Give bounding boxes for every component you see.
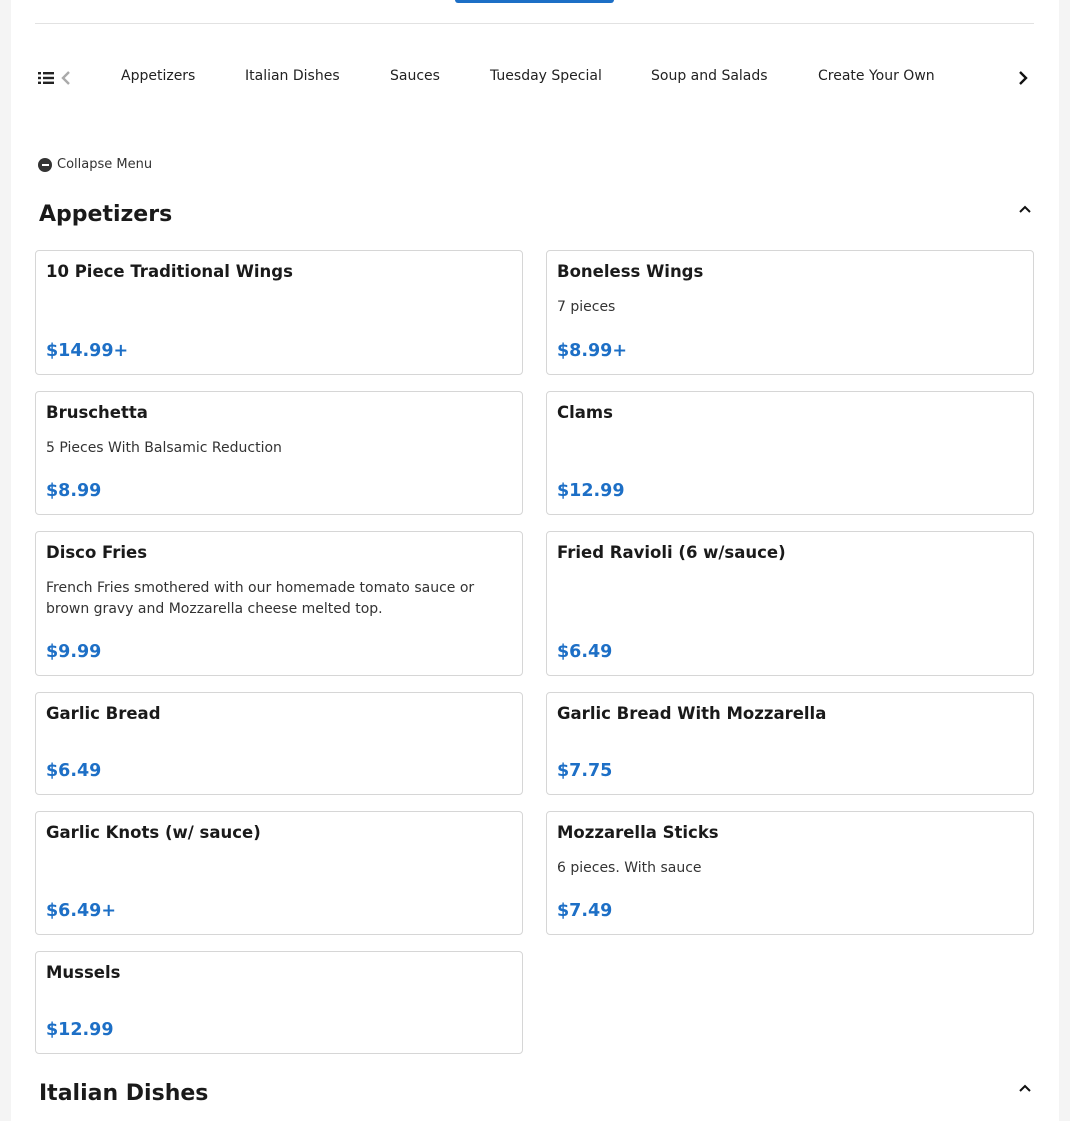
section-title-italian-dishes: Italian Dishes — [39, 1081, 209, 1106]
item-name: Garlic Knots (w/ sauce) — [46, 823, 261, 842]
list-icon[interactable] — [37, 69, 55, 87]
menu-item-card[interactable] — [35, 951, 523, 1054]
item-name: Disco Fries — [46, 543, 148, 562]
item-price: $8.99+ — [557, 341, 628, 361]
item-price: $7.49 — [557, 901, 613, 921]
item-price: $6.49+ — [46, 901, 117, 921]
chevron-up-icon[interactable] — [1015, 1078, 1035, 1098]
menu-item-card[interactable] — [35, 531, 523, 676]
menu-item-card[interactable] — [35, 391, 523, 515]
collapse-menu-button[interactable] — [38, 157, 152, 172]
item-description: French Fries smothered with our homemade tomato sauce or brown gravy and Mozzarella cheese melted top. — [46, 580, 475, 617]
item-price: $14.99+ — [46, 341, 129, 361]
menu-item-card[interactable] — [546, 250, 1034, 375]
item-name: Clams — [557, 403, 613, 422]
category-tab-italian-dishes[interactable]: Italian Dishes — [245, 68, 340, 84]
item-name: Garlic Bread With Mozzarella — [557, 704, 827, 723]
category-tab-appetizers[interactable]: Appetizers — [121, 68, 196, 84]
menu-item-card[interactable] — [35, 250, 523, 375]
item-name: Mussels — [46, 963, 121, 982]
item-price: $12.99 — [557, 481, 625, 501]
category-tab-tuesday-special[interactable]: Tuesday Special — [490, 68, 602, 84]
item-name: Bruschetta — [46, 403, 148, 422]
item-price: $12.99 — [46, 1020, 114, 1040]
item-name: 10 Piece Traditional Wings — [46, 262, 293, 281]
minus-circle-icon — [38, 158, 52, 172]
menu-item-card[interactable] — [546, 391, 1034, 515]
order-button-edge[interactable] — [455, 0, 614, 3]
category-tab-soup-and-salads[interactable]: Soup and Salads — [651, 68, 768, 84]
menu-item-card[interactable] — [35, 692, 523, 795]
item-price: $6.49 — [46, 761, 102, 781]
item-name: Garlic Bread — [46, 704, 161, 723]
menu-page — [11, 0, 1059, 1121]
category-nav — [35, 56, 1034, 100]
chevron-right-icon[interactable] — [1014, 69, 1032, 87]
section-title-appetizers: Appetizers — [39, 202, 173, 227]
item-price: $9.99 — [46, 642, 102, 662]
item-price: $6.49 — [557, 642, 613, 662]
item-name: Mozzarella Sticks — [557, 823, 719, 842]
menu-item-card[interactable] — [35, 811, 523, 935]
item-description: 7 pieces — [557, 299, 616, 315]
category-tab-create-your-own[interactable]: Create Your Own — [818, 68, 935, 84]
menu-item-card[interactable] — [546, 811, 1034, 935]
chevron-left-icon[interactable] — [57, 69, 75, 87]
item-name: Fried Ravioli (6 w/sauce) — [557, 543, 786, 562]
chevron-up-icon[interactable] — [1015, 199, 1035, 219]
category-tab-sauces[interactable]: Sauces — [390, 68, 440, 84]
divider — [35, 23, 1034, 24]
menu-item-card[interactable] — [546, 692, 1034, 795]
item-description: 6 pieces. With sauce — [557, 860, 702, 876]
menu-item-card[interactable] — [546, 531, 1034, 676]
item-description: 5 Pieces With Balsamic Reduction — [46, 440, 282, 456]
collapse-menu-label: Collapse Menu — [57, 157, 153, 172]
item-price: $8.99 — [46, 481, 102, 501]
item-name: Boneless Wings — [557, 262, 704, 281]
item-price: $7.75 — [557, 761, 613, 781]
